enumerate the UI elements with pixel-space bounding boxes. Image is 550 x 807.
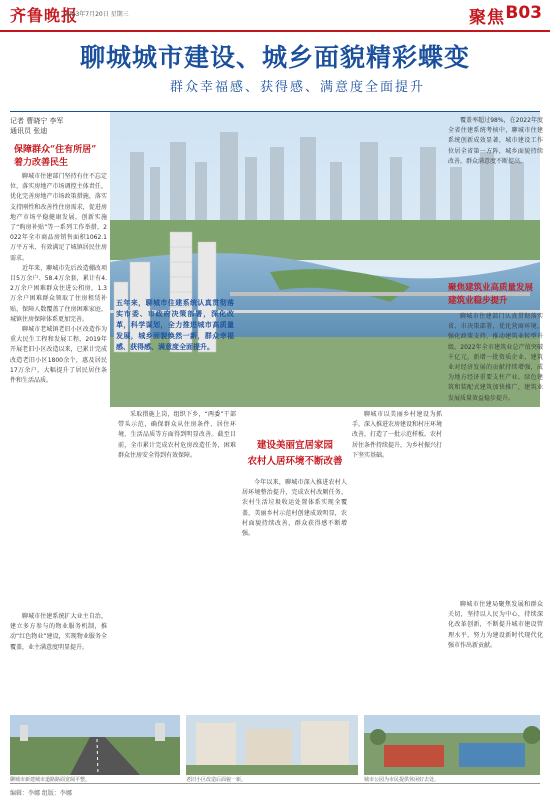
article3-column-last: [448, 600, 543, 712]
community-photo: [186, 715, 358, 775]
article1-subtitle: 保障群众“住有所居” 着力改善民生: [14, 145, 97, 168]
road-illustration: [10, 715, 180, 775]
article3-paragraph: 聊城市住建局聚焦发展和群众关切，坚持以人民为中心，持续深化改革创新，不断提升城市建设管理水平，努力为建设新时代现代化强市作出新贡献。: [448, 601, 543, 649]
article2-column-c: [352, 410, 442, 710]
article1-paragraph: 聊城市住建部门坚持有住不忘定位，落实房地产市场调控主体责任，优化完善房地产市场政策措施，落实支持刚性和改善性住房需求，促进房地产市场平稳健康发展，创新实施了“购房补贴”等一系列工作举措，2022年全市商品房销售面积1062.1万平方米，有效满足了城镇居民住房需求。: [10, 173, 107, 262]
article2-title: 建设美丽宜居家园 农村人居环境不断改善: [247, 440, 343, 467]
article3-paragraph: 聊城市住建部门认真贯彻落实省、市决策部署，优化营商环境，强化政策支持，推动建筑业转型升级。2022年全市建筑业总产值突破千亿元，新增一批资质企业，建筑业对经济发展的贡献持续增强，成为地方经济重要支柱产业。绿色建筑和装配式建筑加快推广，建筑业发展质量效益稳步提升。: [448, 313, 543, 402]
page-footer: 编辑：李娜 组版：李娜: [10, 790, 72, 797]
byline-reporters: 记者 曹晓宁 李军: [10, 117, 64, 125]
article1-paragraph: 近年来，聊城市先后改造棚改项目5万余户、58.4万余套，累计有4.2万余户困难群众住进公租房，1.3万余户困难群众领取了住房租赁补贴，保障人数覆盖了住房困难家庭，城镇住房保障体系更加完善。: [10, 264, 107, 323]
article2-paragraph: 今年以来，聊城市深入推进农村人居环境整治提升，完成农村改厕任务，农村生活垃圾收运处置体系实现全覆盖，美丽乡村示范村创建成效明显，农村面貌持续改善，群众获得感不断增强。: [242, 479, 347, 538]
pull-quote: 五年来，聊城市住建系统认真贯彻落实市委、市政府决策部署，深化改革，科学谋划，全力推进城市高质量发展，城乡面貌焕然一新，群众幸福感、获得感、满意度全面提升。: [116, 299, 234, 351]
park-illustration: [364, 715, 540, 775]
article2-paragraph: 聊城市以美丽乡村建设为抓手，深入推进农房建设和村庄环境改善，打造了一批示范样板。农村居住条件持续提升，为乡村振兴打下坚实基础。: [352, 411, 442, 459]
newspaper-logo: 齐鲁晚报: [10, 6, 79, 25]
article3-subtitle: 聚焦建筑业高质量发展 建筑业稳步提升: [448, 283, 534, 306]
issue-date: 2023年7月20日 星期三: [64, 11, 129, 18]
article1-column-bottom: [10, 612, 107, 714]
page-headline: 聊城城市建设、城乡面貌精彩蝶变: [79, 43, 470, 72]
article2-paragraph: 采取措施上岗，组织下乡，“两委”干部带头示范，确保群众从住房条件、居住环境、生活品质等方面得到明显改善。截至目前，全市累计完成农村危房改造任务，困难群众住房安全得到有效保障。: [118, 411, 236, 459]
article1-paragraph: 聊城市住建系统扩大业主自治，建立多方参与的物业服务机制，推动“红色物业”建设，实现物业服务全覆盖，业主满意度明显提升。: [10, 613, 107, 651]
park-photo-caption: 城市公园为市民提供休闲好去处。: [364, 777, 440, 783]
community-photo-caption: 老旧小区改造后面貌一新。: [186, 777, 247, 783]
community-illustration: [186, 715, 358, 775]
footer-divider: [10, 783, 540, 784]
article3-column-body: [448, 312, 543, 594]
page-number: B03: [505, 3, 542, 23]
article1-column: [10, 172, 107, 612]
park-photo: [364, 715, 540, 775]
section-name: 聚焦: [469, 8, 505, 28]
article3-column-top: [448, 116, 543, 276]
article1-paragraph: 聊城市老城镇老旧小区改造作为重大民生工程和发展工程，2019年开展老旧小区改造以来，已累计完成改造老旧小区1800余个，惠及居民17万余户，大幅提升了居民居住条件和生活品质。: [10, 326, 107, 385]
byline-correspondent: 通讯员 张迪: [10, 127, 48, 135]
article3-paragraph: 覆盖率超过98%，在2022年度全省住建系统考核中，聊城市住建系统创新成效显著，城市建设工作位居全省第一方阵，城乡面貌持续改善，群众满意度不断提高。: [448, 117, 543, 165]
road-photo: [10, 715, 180, 775]
page-subheadline: 群众幸福感、获得感、满意度全面提升: [170, 80, 426, 95]
article2-column-a: [118, 410, 236, 710]
article2-column-b: [242, 478, 347, 710]
road-photo-caption: 聊城市新建城市道路路面宽阔平整。: [10, 777, 91, 783]
